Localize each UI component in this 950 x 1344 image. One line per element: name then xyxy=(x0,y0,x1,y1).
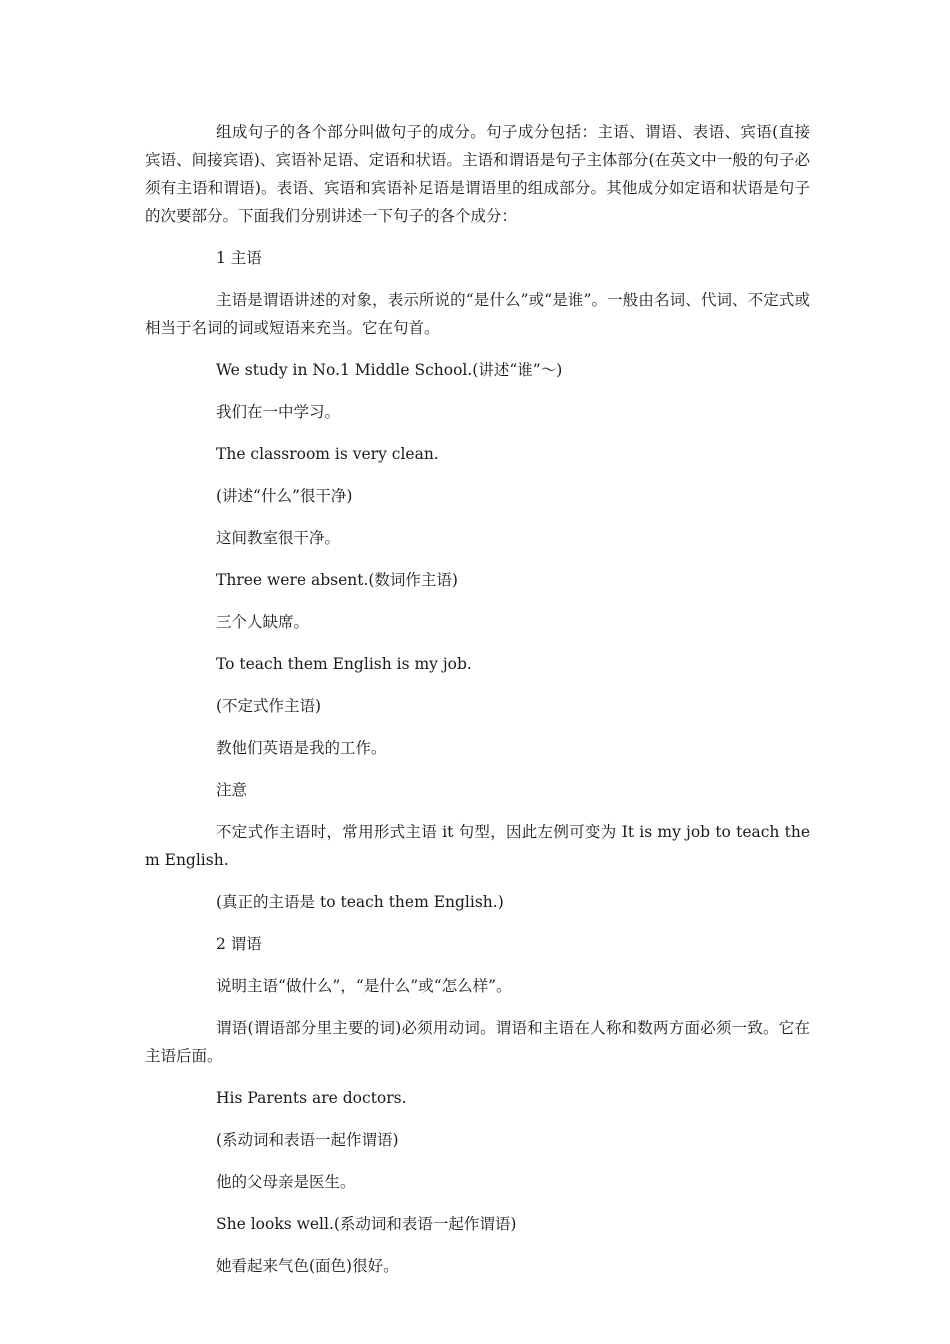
example-translation: 他的父母亲是医生。 xyxy=(216,1173,356,1191)
example-sentence: We study in No.1 Middle School.(讲述“谁”～) xyxy=(216,361,563,379)
subject-definition: 主语是谓语讲述的对象，表示所说的“是什么”或“是谁”。一般由名词、代词、不定式或相当于名词的词或短语来充当。它在句首。 xyxy=(145,291,810,337)
note-heading: 注意 xyxy=(216,781,248,799)
example-sentence: Three were absent.(数词作主语) xyxy=(216,571,458,589)
section-heading-subject: 1 主语 xyxy=(216,249,262,267)
example-note: (讲述“什么”很干净) xyxy=(216,487,353,505)
section-heading-predicate: 2 谓语 xyxy=(216,935,262,953)
example-note: (真正的主语是 to teach them English.) xyxy=(216,893,504,911)
document-page xyxy=(145,118,810,1294)
example-note: (系动词和表语一起作谓语) xyxy=(216,1131,399,1149)
example-translation: 教他们英语是我的工作。 xyxy=(216,739,387,757)
example-sentence: The classroom is very clean. xyxy=(216,445,439,463)
predicate-rule: 谓语(谓语部分里主要的词)必须用动词。谓语和主语在人称和数两方面必须一致。它在主语后面。 xyxy=(145,1019,810,1065)
example-sentence: She looks well.(系动词和表语一起作谓语) xyxy=(216,1215,517,1233)
example-sentence: To teach them English is my job. xyxy=(216,655,472,673)
example-note: (不定式作主语) xyxy=(216,697,322,715)
intro-paragraph: 组成句子的各个部分叫做句子的成分。句子成分包括：主语、谓语、表语、宾语(直接宾语、间接宾语)、宾语补足语、定语和状语。主语和谓语是句子主体部分(在英文中一般的句子必须有主语和谓语)。表语、宾语和宾语补足语是谓语里的组成部分。其他成分如定语和状语是句子的次要部分。下面我们分别讲述一下句子的各个成分： xyxy=(145,123,810,225)
note-paragraph: 不定式作主语时，常用形式主语 it 句型，因此左例可变为 It is my job to teach them English. xyxy=(145,823,810,869)
example-translation: 她看起来气色(面色)很好。 xyxy=(216,1257,399,1275)
example-translation: 这间教室很干净。 xyxy=(216,529,341,547)
example-translation: 我们在一中学习。 xyxy=(216,403,341,421)
example-translation: 三个人缺席。 xyxy=(216,613,310,631)
example-sentence: His Parents are doctors. xyxy=(216,1089,407,1107)
predicate-definition: 说明主语“做什么”，“是什么”或“怎么样”。 xyxy=(216,977,512,995)
